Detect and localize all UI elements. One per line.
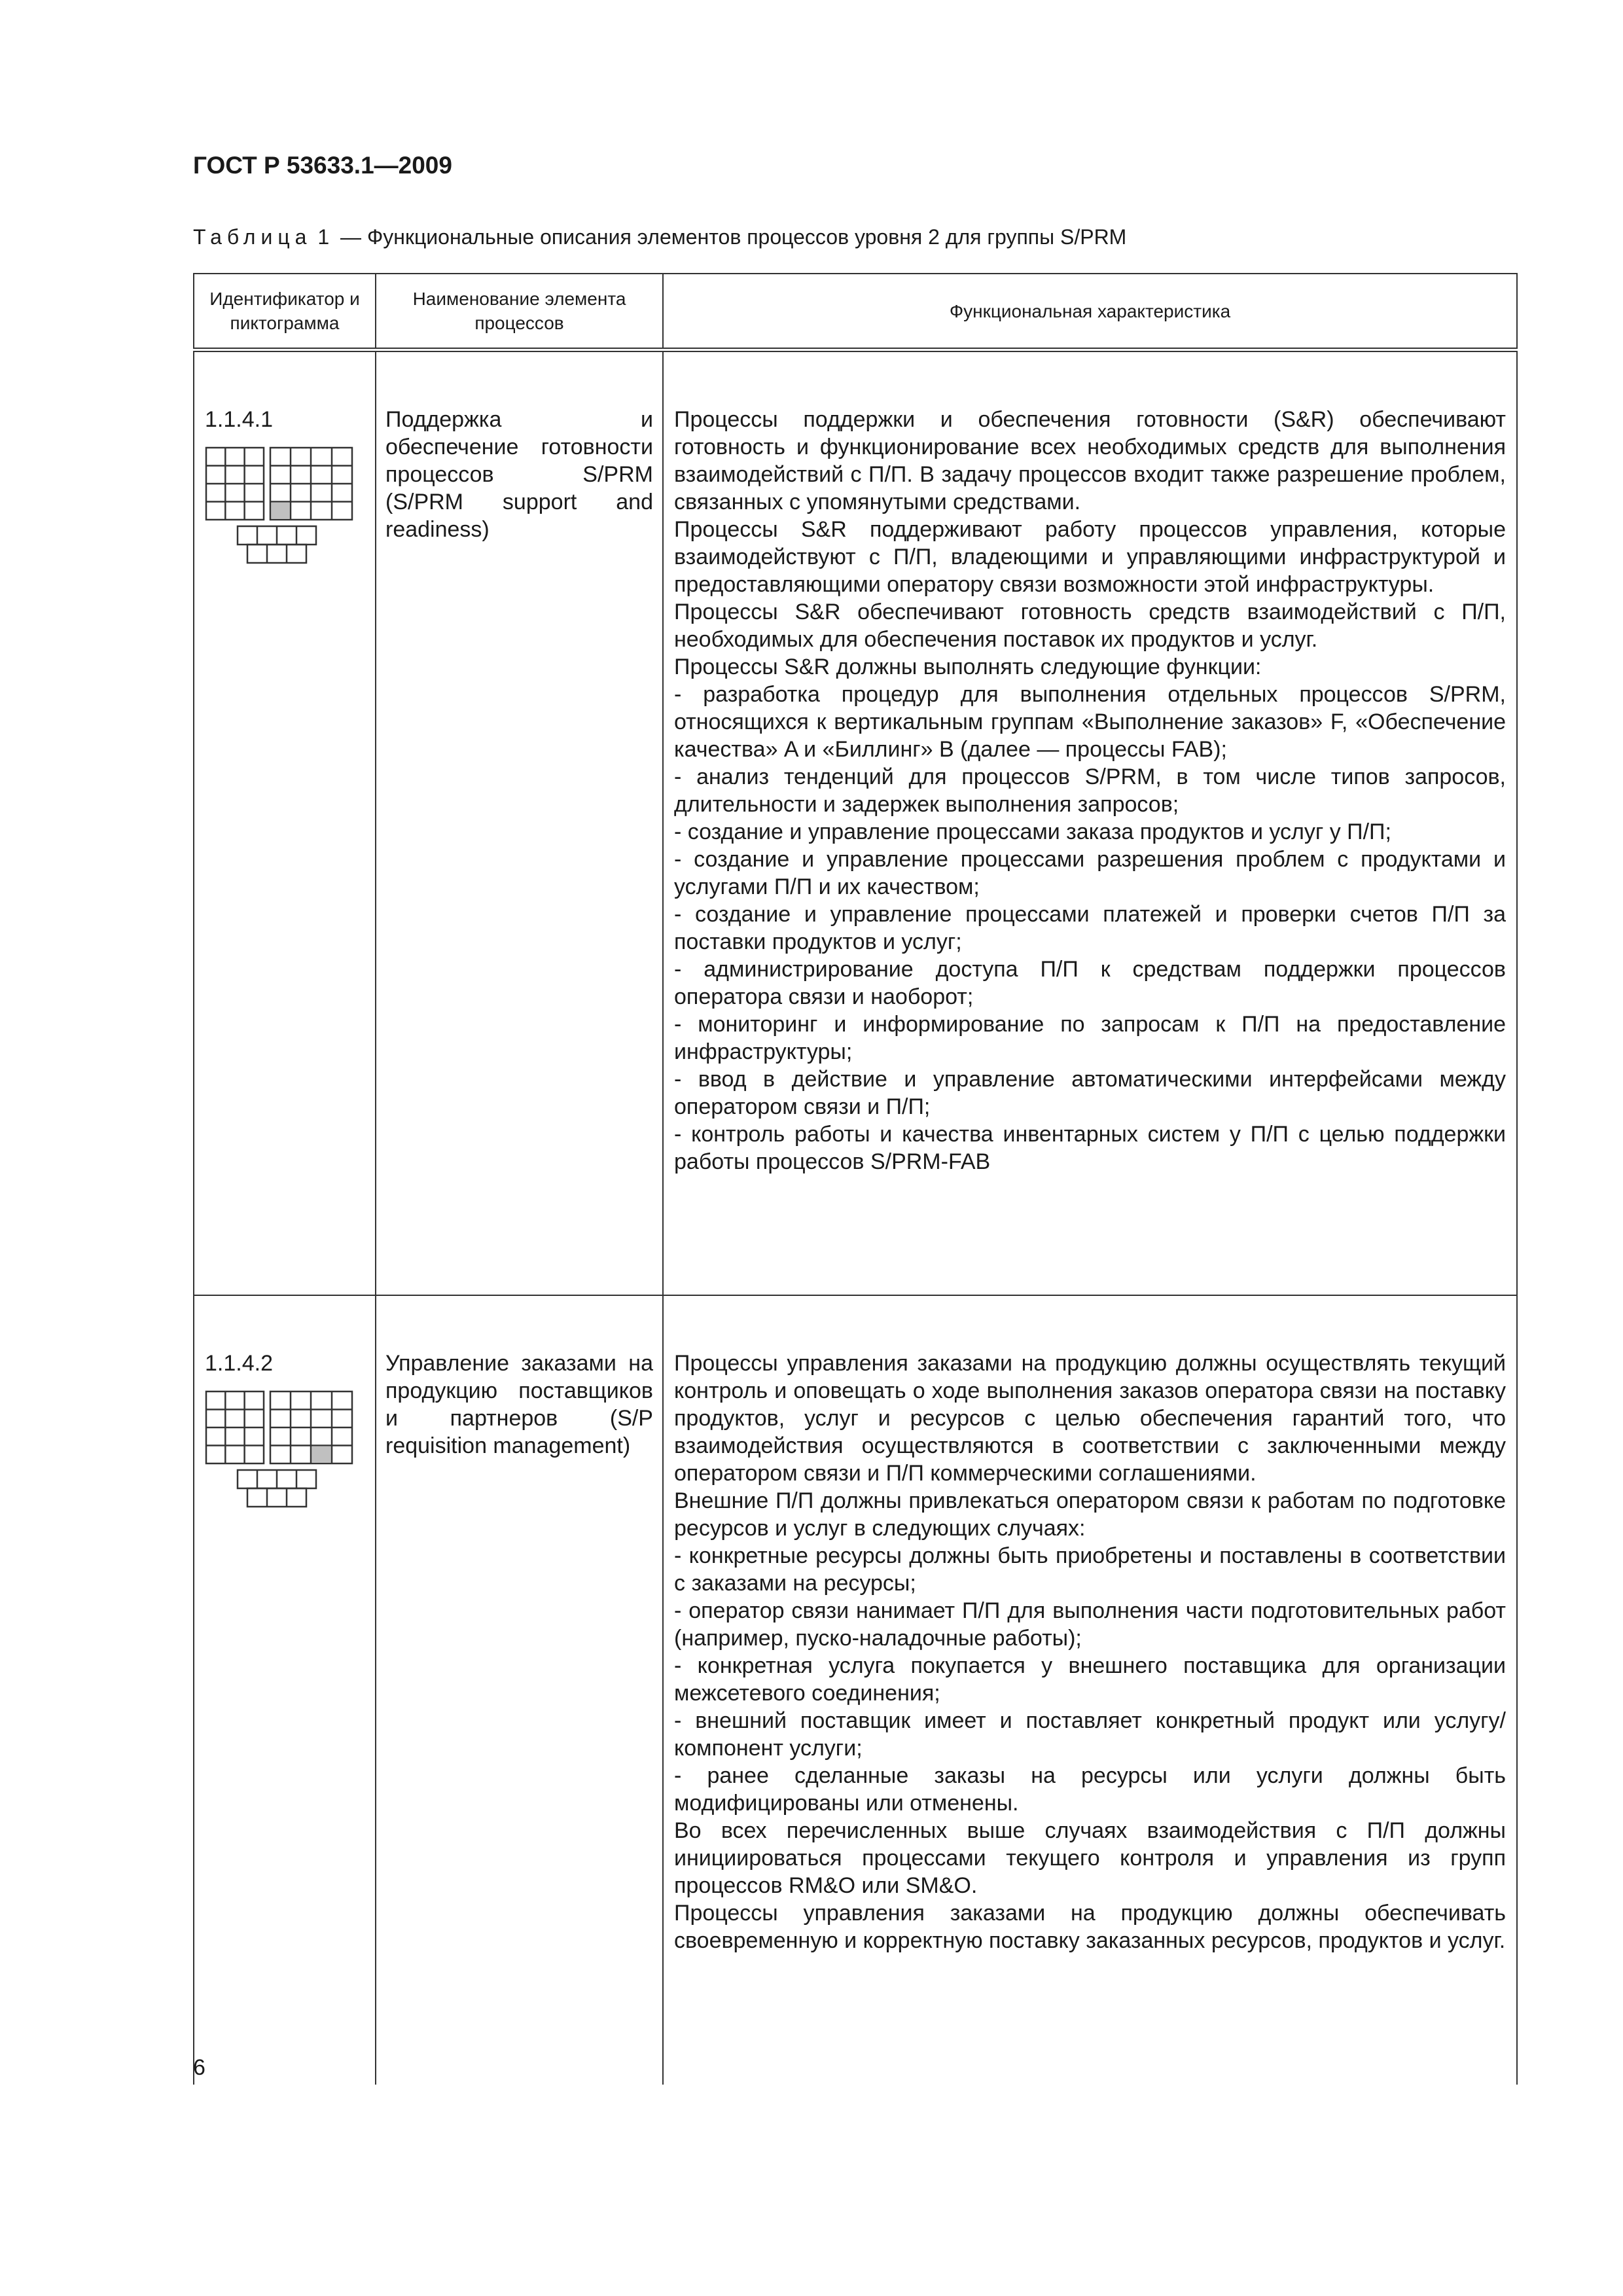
description-paragraph: Внешние П/П должны привлекаться оператором связи к работам по подготовке ресурсов и услуг в следующих случаях: [674, 1488, 1506, 1541]
header-name: Наименование элемента процессов [376, 274, 663, 350]
description-paragraph: Процессы S&R поддерживают работу процессов управления, которые взаимодействуют с П/П, владеющими и управляющими инфраструктурой и предоставляющими оператору связи возможности этой инфраструктуры. [674, 517, 1506, 597]
row-id: 1.1.4.1 [205, 407, 273, 432]
description-paragraph: Процессы поддержки и обеспечения готовности (S&R) обеспечивают готовность и функционирование всех необходимых средств для выполнения взаимодействий с П/П. В задачу процессов входит также разрешение проблем, связанных с упомянутыми средствами. [674, 407, 1506, 514]
header-desc: Функциональная характеристика [663, 274, 1517, 350]
description-list-item: - разработка процедур для выполнения отдельных процессов S/PRM, относящихся к вертикальным группам «Выполнение заказов» F, «Обеспечение качества» A и «Биллинг» B (далее — процессы FAB); [674, 682, 1506, 762]
row-id-cell [194, 350, 376, 1296]
description-list-item: - конкретная услуга покупается у внешнего поставщика для организации межсетевого соединения; [674, 1653, 1506, 1706]
table-caption [193, 225, 1126, 249]
table-row [194, 1295, 1517, 2085]
table-header-row [194, 274, 1517, 350]
description-list-item: - оператор связи нанимает П/П для выполнения части подготовительных работ (например, пуско-наладочные работы); [674, 1598, 1506, 1651]
row-id: 1.1.4.2 [205, 1351, 273, 1376]
row-id-cell [194, 1295, 376, 2085]
row-name: Поддержка и обеспечение готовности процессов S/PRM (S/PRM support and readiness) [376, 350, 663, 1296]
table-row [194, 350, 1517, 1296]
row-name: Управление заказами на продукцию поставщиков и партнеров (S/P requisition management) [376, 1295, 663, 2085]
description-list-item: - внешний поставщик имеет и поставляет конкретный продукт или услугу/компонент услуги; [674, 1708, 1506, 1761]
highlighted-cell [272, 503, 290, 520]
description-list-item: - конкретные ресурсы должны быть приобретены и поставлены в соответствии с заказами на ресурсы; [674, 1543, 1506, 1596]
description-list-item: - мониторинг и информирование по запросам к П/П на предоставление инфраструктуры; [674, 1012, 1506, 1064]
description-paragraph: Процессы управления заказами на продукцию должны обеспечивать своевременную и корректную поставку заказанных ресурсов, продуктов и услуг. [674, 1901, 1506, 1953]
header-id: Идентификатор и пиктограмма [194, 274, 376, 350]
caption-prefix: Таблица [193, 225, 312, 249]
description-list-item: - создание и управление процессами разрешения проблем с продуктами и услугами П/П и их качеством; [674, 847, 1506, 899]
description-paragraph: Процессы S&R обеспечивают готовность средств взаимодействий с П/П, необходимых для обеспечения поставок их продуктов и услуг. [674, 600, 1506, 652]
caption-text: — Функциональные описания элементов процессов уровня 2 для группы S/PRM [340, 225, 1127, 249]
description-paragraph: Процессы управления заказами на продукцию должны осуществлять текущий контроль и оповещать о ходе выполнения заказов оператора связи на поставку продуктов, услуг и ресурсов с целью обеспечения гарантий того, что взаимодействия осуществляются в соответствии с заключенными между оператором связи и П/П коммерческими соглашениями. [674, 1351, 1506, 1486]
description-list-item: - анализ тенденций для процессов S/PRM, в том числе типов запросов, длительности и задержек выполнения запросов; [674, 764, 1506, 817]
page-number: 6 [193, 2055, 205, 2080]
description-list-item: - ввод в действие и управление автоматическими интерфейсами между оператором связи и П/П; [674, 1067, 1506, 1119]
description-list-item: - контроль работы и качества инвентарных систем у П/П с целью поддержки работы процессов S/PRM-FAB [674, 1122, 1506, 1174]
row-description [663, 350, 1517, 1296]
process-grid-pictogram [205, 1390, 355, 1511]
row-description [663, 1295, 1517, 2085]
description-paragraph: Во всех перечисленных выше случаях взаимодействия с П/П должны инициироваться процессами текущего контроля и управления из групп процессов RM&O или SM&O. [674, 1818, 1506, 1898]
functions-table [193, 273, 1518, 2085]
caption-number: 1 [317, 225, 335, 249]
description-paragraph: Процессы S&R должны выполнять следующие функции: [674, 655, 1262, 679]
document-header: ГОСТ Р 53633.1—2009 [193, 152, 452, 179]
description-list-item: - создание и управление процессами заказа продуктов и услуг у П/П; [674, 819, 1391, 844]
highlighted-cell [312, 1446, 331, 1463]
description-list-item: - создание и управление процессами платежей и проверки счетов П/П за поставки продуктов и услуг; [674, 902, 1506, 954]
description-list-item: - администрирование доступа П/П к средствам поддержки процессов оператора связи и наоборот; [674, 957, 1506, 1009]
process-grid-pictogram [205, 446, 355, 567]
description-list-item: - ранее сделанные заказы на ресурсы или услуги должны быть модифицированы или отменены. [674, 1763, 1506, 1816]
